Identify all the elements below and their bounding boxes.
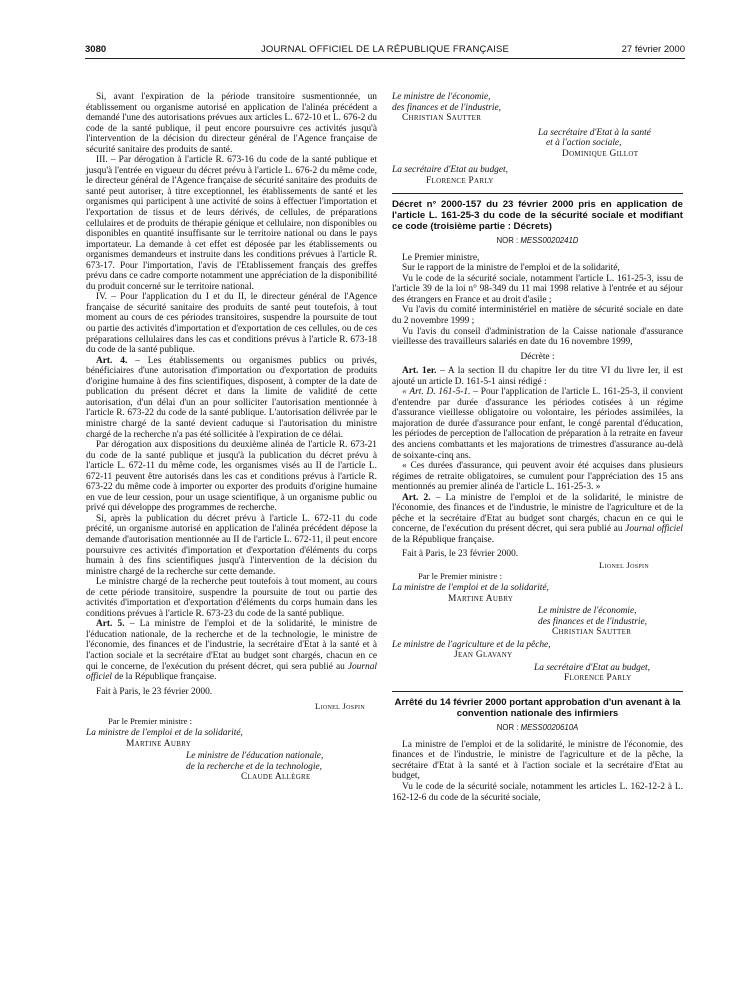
signer-name: Lionel Jospin bbox=[599, 560, 649, 571]
page-number: 3080 bbox=[85, 44, 107, 55]
quoted-article-label: « Art. D. 161-5-1. bbox=[402, 387, 471, 398]
signatory-role: Le ministre de l'éducation nationale, bbox=[186, 751, 324, 762]
fait-a-paris: Fait à Paris, le 23 février 2000. bbox=[96, 686, 213, 697]
article-text: – A la section II du chapitre Ier du titre VI du livre Ier, il est ajouté un article D. 161-5-1 ainsi rédigé : bbox=[392, 366, 684, 387]
signatory-name: Dominique Gillot bbox=[562, 148, 639, 159]
signatory-name: Florence Parly bbox=[564, 673, 632, 684]
signatory-name: Claude Allègre bbox=[241, 772, 311, 783]
arrete-title: Arrêté du 14 février 2000 portant approbation d'un avenant à la convention nationale des infirmiers bbox=[394, 697, 681, 719]
paragraph: Par dérogation aux dispositions du deuxième alinéa de l'article R. 673-21 du code de la santé publique et jusqu'à la publication du décret prévu à l'article L. 672-11 du même code, les organismes visés au II de l'article L. 672-11 peuvent être autorisés dans les cas et conditions prévus à l'article R. 673-22 du même code à importer ou exporter des produits d'origine humaine en vue de leur cession, pour un usage scientifique, à un organisme public ou privé qui développe des programmes de recherche. bbox=[86, 440, 377, 514]
signature-block bbox=[392, 92, 683, 124]
paragraph: La ministre de l'emploi et de la solidarité, le ministre de l'économie, des finances et de l'industrie, le ministre de l'agriculture et de la pêche, la secrétaire d'Etat à la santé et à l'action sociale et la secrétaire d'Etat au budget, bbox=[392, 739, 683, 782]
signatory-name: Martine Aubry bbox=[448, 593, 514, 604]
page-header bbox=[85, 44, 685, 58]
article-label: Art. 1er. bbox=[402, 366, 437, 377]
signature-block bbox=[86, 728, 377, 749]
signatory-role: La ministre de l'emploi et de la solidarité, bbox=[392, 583, 549, 594]
article-text: – La ministre de l'emploi et de la solidarité, le ministre de l'éducation nationale, de la recherche et de la technologie, le ministre de l'économie, des finances et de l'industrie, la secrétaire d'Etat à la santé et à l'action sociale et la secrétaire d'Etat au budget sont chargés, chacun en ce qui le concerne, de l'exécution du présent décret, qui sera publié au bbox=[86, 619, 377, 672]
signatory-name: Christian Sautter bbox=[402, 113, 482, 124]
article-text-end: de la République française. bbox=[392, 534, 495, 545]
paragraph: Sur le rapport de la ministre de l'emploi et de la solidarité, bbox=[402, 263, 620, 274]
journal-title: JOURNAL OFFICIEL DE LA RÉPUBLIQUE FRANÇAISE bbox=[260, 44, 510, 55]
nor-label: NOR : bbox=[496, 236, 521, 246]
paragraph: Vu l'avis du comité interministériel en matière de sécurité sociale en date du 2 novembre 1999 ; bbox=[392, 305, 683, 326]
signatory-name: Florence Parly bbox=[426, 175, 494, 186]
signature-block bbox=[392, 583, 683, 604]
article-2 bbox=[392, 493, 683, 546]
signatory-name: Jean Glavany bbox=[454, 650, 513, 661]
signatory-role: Le ministre de l'économie, bbox=[538, 606, 637, 617]
signature-block bbox=[392, 640, 683, 661]
signature-block bbox=[392, 128, 683, 160]
signer-name: Lionel Jospin bbox=[315, 701, 365, 712]
article-1-quote bbox=[392, 387, 683, 461]
decree-title: Décret n° 2000-157 du 23 février 2000 pris en application de l'article L. 161-25-3 du code de la sécurité sociale et modifiant ce code (troisième partie : Décrets) bbox=[392, 199, 683, 232]
par-premier-ministre: Par le Premier ministre : bbox=[418, 570, 503, 581]
article-label: Art. 5. bbox=[96, 619, 125, 630]
signatory-role: de la recherche et de la technologie, bbox=[186, 761, 322, 772]
paragraph: Vu l'avis du conseil d'administration de la Caisse nationale d'assurance vieillesse des travailleurs salariés en date du 16 novembre 1999, bbox=[392, 326, 683, 348]
journal-officiel-ref: Journal officiel bbox=[625, 524, 683, 535]
nor-label: NOR : bbox=[496, 723, 521, 733]
article-5 bbox=[86, 619, 377, 682]
section-rule bbox=[392, 193, 683, 194]
article-4 bbox=[86, 356, 377, 440]
paragraph: III. – Par dérogation à l'article R. 673-16 du code de la santé publique et jusqu'à l'entrée en vigueur du décret prévu à l'article L. 676-2 du même code, le directeur général de l'Agence française de sécurité sanitaire des produits de santé peut autoriser, à titre exceptionnel, les établissements de santé et les organismes qui participent à une activité de soins à effectuer l'importation et l'exportation de tissus et de leurs dérivés, de cellules, de préparations cellulaires et de produits de thérapie génique et cellulaire, non disponibles ou disponibles en quantité insuffisante sur le territoire national ou dans le pays importateur. La demande à cet effet est déposée par les établissements ou organismes demandeurs et instruite dans les conditions prévues à l'article R. 673-17. Pour l'importation, l'avis de l'Etablissement français des greffes prévu dans ce cadre comporte notamment une appréciation de la disponibilité du produit concerné sur le territoire national. bbox=[86, 155, 377, 292]
header-rule bbox=[85, 58, 685, 59]
section-rule bbox=[392, 691, 683, 692]
article-text: – Les établissements ou organismes publics ou privés, bénéficiaires d'une autorisation d'importation ou d'exportation de produits d'origine humaine à des fins scientifiques, disposent, à compter de la date de publication du présent décret et dans la limite de validité de cette autorisation, d'un délai d'un an pour solliciter l'autorisation mentionnée à l'article R. 673-22 du code de la santé publique. L'autorisation délivrée par le ministre chargé de la santé devient caduque si l'autorisation du ministre chargé de la recherche n'a pas été sollicitée à l'expiration de ce délai. bbox=[86, 355, 377, 440]
signature-block bbox=[86, 751, 377, 783]
signature-block bbox=[392, 606, 683, 638]
signatory-role: Le ministre de l'agriculture et de la pêche, bbox=[392, 639, 551, 650]
signatory-name: Christian Sautter bbox=[552, 627, 632, 638]
signatory-role: des finances et de l'industrie, bbox=[392, 102, 502, 113]
right-column bbox=[392, 92, 683, 803]
paragraph: Si, avant l'expiration de la période transitoire susmentionnée, un établissement ou organisme autorisé en application de l'alinéa précédent a demandé l'une des autorisations prévues aux articles L. 672-10 et L. 676-2 du code de la santé publique, il peut encore poursuivre ces activités jusqu'à l'intervention de la décision du directeur général de l'Agence française de sécurité sanitaire des produits de santé. bbox=[86, 92, 377, 155]
paragraph: « Ces durées d'assurance, qui peuvent avoir été acquises dans plusieurs régimes de retraite obligatoires, se cumulent pour l'appréciation des 15 ans mentionnés au premier alinéa de l'article L. 161-25-3. » bbox=[392, 461, 683, 493]
paragraph: IV. – Pour l'application du I et du II, le directeur général de l'Agence française de sécurité sanitaire des produits de santé peut toutefois, à tout moment au cours de ces périodes transitoires, suspendre la poursuite de tout ou partie des activités d'importation et d'exportation de ces cellules, ou de ces préparations cellulaires dans les cas et conditions prévus à l'article R. 673-18 du code de la santé publique. bbox=[86, 292, 377, 356]
paragraph: Le ministre chargé de la recherche peut toutefois à tout moment, au cours de cette période transitoire, suspendre la poursuite de tout ou partie des activités d'importation et d'exportation d'éléments du corps humain dans les conditions prévues à l'article R. 673-23 du code de la santé publique. bbox=[86, 577, 377, 619]
paragraph: Vu le code de la sécurité sociale, notamment l'article L. 161-25-3, issu de l'article 39 de la loi n° 98-349 du 11 mai 1998 relative à l'entrée et au séjour des étrangers en France et au droit d'asile ; bbox=[392, 273, 683, 305]
nor-reference bbox=[392, 236, 683, 247]
article-text-end: de la République française. bbox=[112, 672, 217, 683]
article-label: Art. 4. bbox=[96, 355, 128, 366]
signature-block bbox=[392, 165, 683, 186]
quoted-article-text: – Pour l'application de l'article L. 161-25-3, il convient d'entendre par durée d'assurance les périodes cotisées à un régime d'assurance vieillesse obligatoire ou volontaire, les périodes assimilées, la majoration de durée d'assurance pour enfant, le congé parental d'éducation, les périodes de perception de l'allocation de préparation à la retraite en faveur des anciens combattants et les majorations de trimestres d'assurance au-delà de soixante-cinq ans. bbox=[392, 387, 683, 461]
paragraph: Si, après la publication du décret prévu à l'article L. 672-11 du code précité, un organisme autorisé en application de l'alinéa précédent dépose la demande d'autorisation mentionnée au II de l'article L. 672-11, il peut encore poursuivre ces activités d'importation et d'exportation d'éléments du corps humain à des fins scientifiques jusqu'à l'intervention de la décision du ministre chargé de la recherche sur cette demande. bbox=[86, 513, 377, 577]
article-text: – La ministre de l'emploi et de la solidarité, le ministre de l'économie, des finances et de l'industrie, le ministre de l'agriculture et de la pêche et la secrétaire d'Etat au budget sont chargés, chacun en ce qui le concerne, de l'exécution du présent décret, qui sera publié au bbox=[392, 492, 683, 535]
nor-reference bbox=[392, 723, 683, 734]
decrete: Décrète : bbox=[520, 351, 555, 362]
signatory-role: Le ministre de l'économie, bbox=[392, 92, 491, 102]
signatory-role: des finances et de l'industrie, bbox=[538, 616, 648, 627]
issue-date: 27 février 2000 bbox=[621, 44, 685, 55]
nor-code: MESS0020241D bbox=[520, 236, 579, 246]
paragraph: Le Premier ministre, bbox=[402, 252, 480, 263]
signature-block bbox=[392, 663, 683, 684]
signatory-role: La ministre de l'emploi et de la solidarité, bbox=[86, 728, 243, 739]
paragraph: Vu le code de la sécurité sociale, notamment les articles L. 162-12-2 à L. 162-12-6 du code de la sécurité sociale, bbox=[392, 781, 683, 803]
journal-officiel-ref: Journal officiel bbox=[86, 661, 377, 683]
signatory-role: La secrétaire d'Etat à la santé bbox=[538, 127, 651, 138]
signatory-role: et à l'action sociale, bbox=[546, 138, 622, 149]
signatory-role: La secrétaire d'Etat au budget, bbox=[392, 165, 508, 176]
nor-code: MESS0020610A bbox=[520, 723, 579, 733]
left-column bbox=[86, 92, 377, 783]
article-label: Art. 2. bbox=[402, 492, 431, 503]
signatory-role: La secrétaire d'Etat au budget, bbox=[534, 662, 650, 673]
signatory-name: Martine Aubry bbox=[126, 738, 192, 749]
par-premier-ministre: Par le Premier ministre : bbox=[108, 715, 193, 726]
fait-a-paris: Fait à Paris, le 23 février 2000. bbox=[402, 549, 519, 560]
article-1 bbox=[392, 366, 683, 387]
